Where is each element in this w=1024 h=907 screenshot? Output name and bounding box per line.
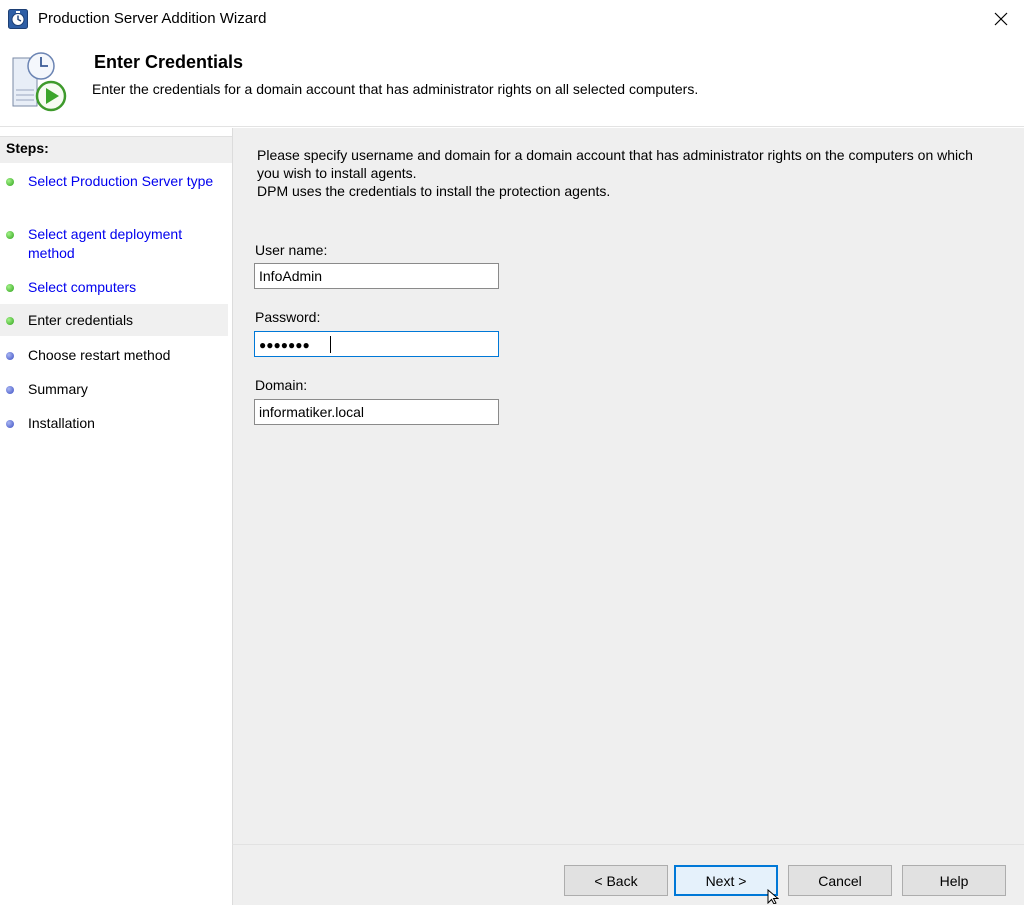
page-title: Enter Credentials — [94, 52, 244, 72]
username-label: User name: — [255, 242, 328, 258]
window-title: Production Server Addition Wizard — [38, 10, 267, 27]
intro-line-1: Please specify username and domain for a domain account that has administrator rights on the computers on which you wish to install agents. — [257, 147, 973, 181]
step-status-pending-icon — [6, 420, 14, 428]
close-button[interactable] — [978, 0, 1024, 38]
steps-heading-label: Steps: — [6, 140, 49, 156]
step-choose-restart-method — [0, 346, 228, 368]
step-status-pending-icon — [6, 352, 14, 360]
password-label: Password: — [255, 309, 321, 325]
text-caret — [330, 336, 331, 353]
step-status-done-icon — [6, 231, 14, 239]
wizard-header — [0, 38, 1024, 128]
credentials-panel — [232, 128, 1024, 844]
intro-text — [257, 146, 997, 200]
step-label: Choose restart method — [28, 347, 171, 363]
help-button[interactable]: Help — [902, 865, 1006, 896]
step-status-done-icon — [6, 284, 14, 292]
step-label: Select computers — [28, 279, 137, 295]
title-bar — [0, 0, 1024, 38]
step-summary — [0, 380, 228, 402]
step-select-computers[interactable] — [0, 278, 228, 300]
step-status-pending-icon — [6, 386, 14, 394]
step-label: Select Production Server type — [28, 173, 214, 189]
step-label: Summary — [28, 381, 88, 397]
steps-heading — [0, 136, 232, 163]
step-select-agent-deployment-method[interactable] — [0, 225, 228, 265]
clock-play-icon — [10, 50, 68, 114]
close-icon — [993, 11, 1009, 27]
header-divider — [0, 126, 1024, 127]
step-status-done-icon — [6, 178, 14, 186]
step-label: Installation — [28, 415, 95, 431]
username-value: InfoAdmin — [259, 268, 323, 284]
step-installation — [0, 414, 228, 436]
mouse-pointer-icon — [767, 889, 779, 907]
cancel-button[interactable]: Cancel — [788, 865, 892, 896]
page-description: Enter the credentials for a domain account that has administrator rights on all selected computers. — [92, 81, 699, 97]
step-label: Enter credentials — [28, 312, 134, 328]
domain-label: Domain: — [255, 377, 308, 393]
step-status-done-icon — [6, 317, 14, 325]
step-select-production-server-type[interactable] — [0, 172, 228, 212]
domain-value: informatiker.local — [259, 404, 365, 420]
password-field[interactable] — [254, 331, 499, 357]
next-button[interactable]: Next > — [674, 865, 778, 896]
step-enter-credentials — [0, 304, 228, 336]
intro-line-2: DPM uses the credentials to install the protection agents. — [257, 183, 611, 199]
username-field[interactable] — [254, 263, 499, 289]
wizard-footer — [232, 844, 1024, 905]
back-button[interactable]: < Back — [564, 865, 668, 896]
step-label: Select agent deployment method — [28, 226, 183, 261]
domain-field[interactable] — [254, 399, 499, 425]
steps-panel — [0, 128, 232, 904]
password-value: ●●●●●●● — [259, 338, 310, 352]
clock-app-icon — [8, 9, 28, 29]
